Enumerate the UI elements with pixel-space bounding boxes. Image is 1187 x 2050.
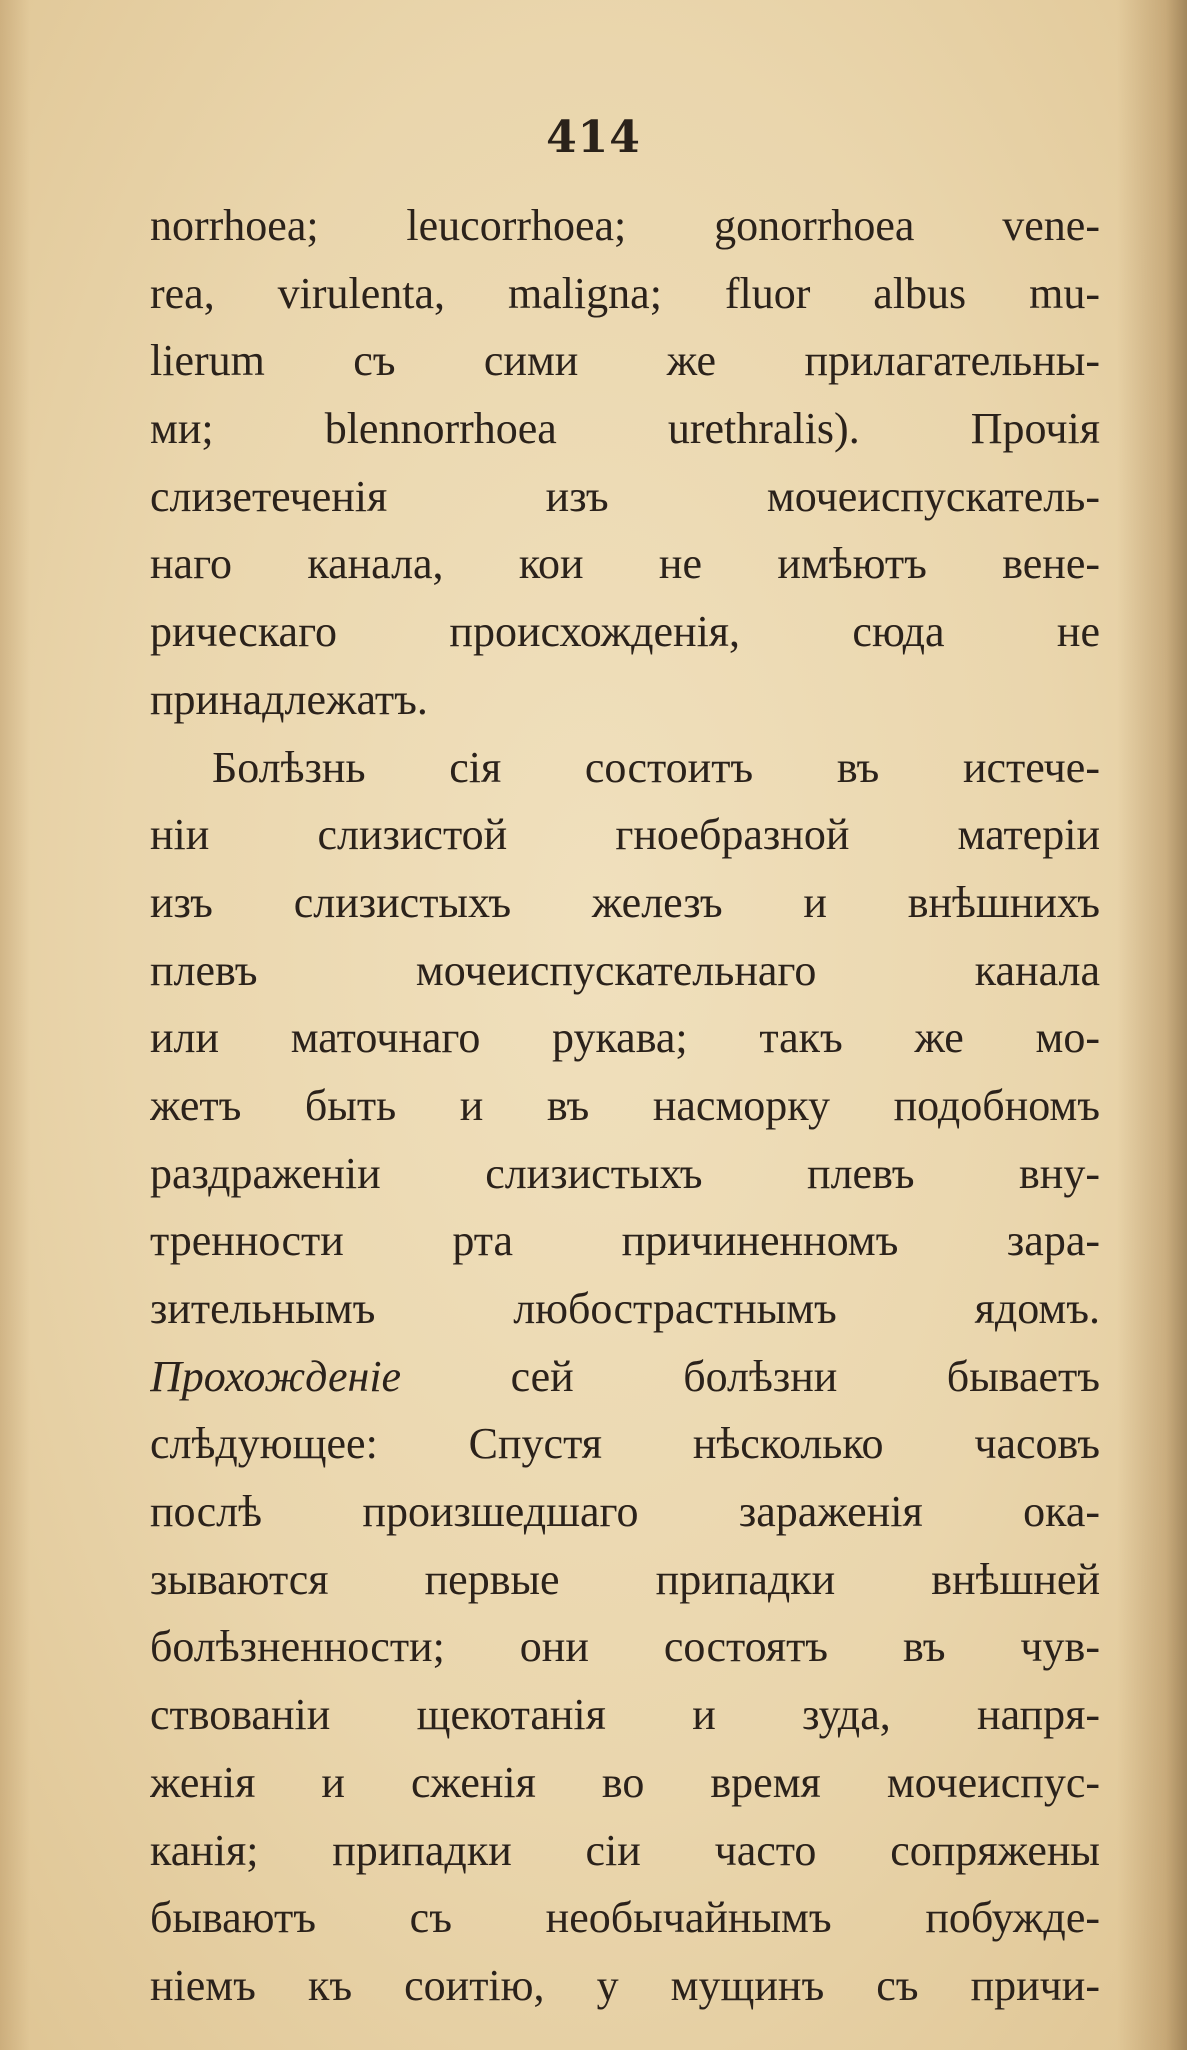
text-line: жетъ быть и въ насморку подобномъ — [150, 1080, 1100, 1130]
text-line: тренности рта причиненномъ зара- — [150, 1216, 1100, 1266]
text-line: принадлежатъ. — [150, 674, 428, 724]
body-text — [150, 192, 1100, 2020]
paragraph-start-line: Болѣзнь сія состоитъ въ истече- — [212, 742, 1100, 792]
text-line-rest: сей болѣзни бываетъ — [510, 1351, 1100, 1401]
text-line: ствованіи щекотанія и зуда, напря- — [150, 1690, 1100, 1740]
page-number: 414 — [546, 112, 641, 163]
text-line: плевъ мочеиспускательнаго канала — [150, 945, 1100, 995]
text-line: norrhoea; leucorrhoea; gonorrhoea vene- — [150, 201, 1100, 250]
text-line: слѣдующее: Спустя нѣсколько часовъ — [150, 1419, 1100, 1469]
text-line: болѣзненности; они состоятъ въ чув- — [150, 1622, 1100, 1672]
text-line: rea, virulenta, maligna; fluor albus mu- — [150, 268, 1100, 318]
text-line: послѣ произшедшаго зараженія ока- — [150, 1487, 1100, 1537]
text-line: зительнымъ любострастнымъ ядомъ. — [150, 1284, 1100, 1333]
text-line: ніемъ къ соитію, у мущинъ съ причи- — [150, 1960, 1100, 2010]
text-line: слизетеченія изъ мочеиспускатель- — [150, 471, 1100, 521]
text-line: зываются первые припадки внѣшней — [150, 1554, 1100, 1604]
text-line: канія; припадки сіи часто сопряжены — [150, 1825, 1100, 1875]
text-line: женія и сженія во время мочеиспус- — [150, 1757, 1100, 1807]
text-line: наго канала, кои не имѣютъ вене- — [150, 539, 1100, 589]
page-spine-shadow — [1117, 0, 1187, 2050]
text-line-with-italic — [150, 1343, 1100, 1411]
text-line: изъ слизистыхъ железъ и внѣшнихъ — [150, 877, 1100, 927]
text-line: бываютъ съ необычайнымъ побужде- — [150, 1893, 1100, 1943]
text-line: ніи слизистой гноебразной матеріи — [150, 810, 1100, 860]
text-line: lierum съ сими же прилагательны- — [150, 336, 1100, 386]
italic-term: Прохожденіе — [150, 1351, 402, 1401]
text-line: раздраженіи слизистыхъ плевъ вну- — [150, 1148, 1100, 1198]
page-left-edge — [0, 0, 30, 2050]
text-line: ми; blennorrhoea urethralis). Прочія — [150, 404, 1100, 454]
text-line: или маточнаго рукава; такъ же мо- — [150, 1013, 1100, 1063]
text-line: рическаго происхожденія, сюда не — [150, 607, 1100, 657]
